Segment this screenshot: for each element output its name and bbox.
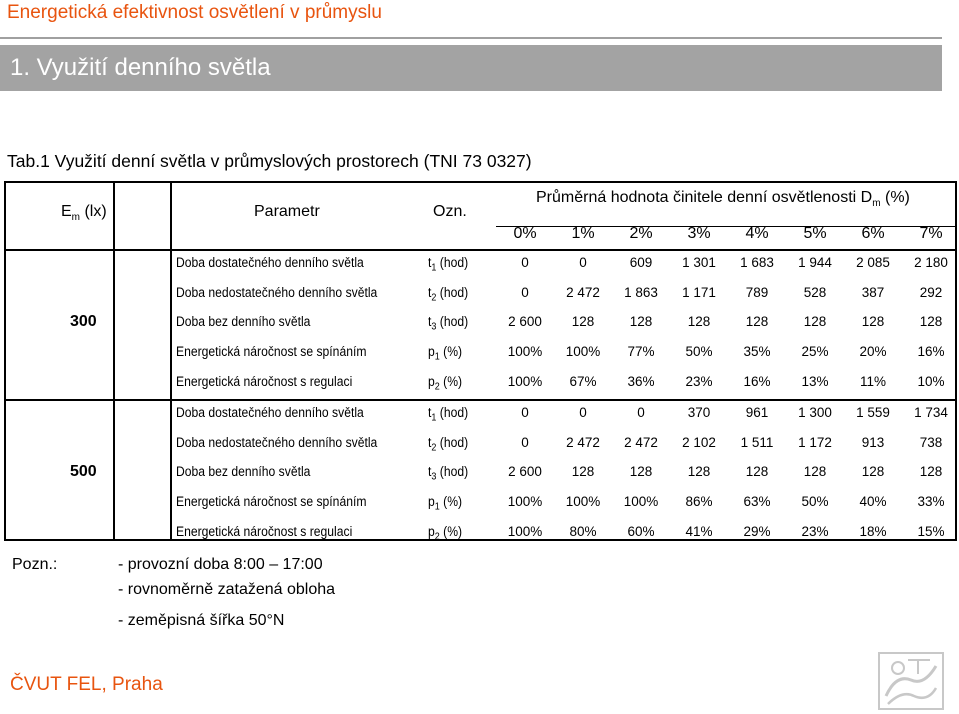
section-bar: 1. Využití denního světla [0,45,942,91]
row-parameter: Doba bez denního světla [176,464,311,480]
header-pct-col: 3% [687,225,711,242]
table-cell: 128 [745,464,769,480]
row-symbol: $t_2$ (hod) [428,284,469,304]
header-pct-col: 7% [919,225,943,242]
table-cell: 128 [861,314,885,330]
table-cell: 1 172 [798,434,832,450]
table-cell: 23% [685,373,713,389]
row-symbol: $t_3$ (hod) [428,314,469,334]
table-cell: 16% [917,344,945,360]
row-parameter: Doba bez denního světla [176,314,311,330]
table-cell: 77% [627,344,655,360]
table-cell: 2 085 [856,255,890,270]
row-symbol: $t_1$ (hod) [428,255,469,274]
table-cell: 15% [917,523,945,539]
table-cell: 128 [803,464,827,480]
table-cell: 387 [861,284,885,300]
table-cell: 16% [743,373,771,389]
row-symbol: $t_1$ (hod) [428,405,469,424]
row-parameter: Energetická náročnost se spínáním [176,344,367,360]
header-parametr: Parametr [254,203,320,220]
table-cell: 2 600 [508,314,542,330]
data-table [4,181,957,541]
table-cell: 60% [627,523,655,539]
table-cell: 128 [571,314,595,330]
em-value: 500 [70,463,97,480]
note-item: - zeměpisná šířka 50°N [118,612,285,629]
table-cell: 1 559 [856,405,890,420]
table-cell: 86% [685,494,713,510]
table-cell: 67% [569,373,597,389]
notes-label: Pozn.: [12,556,58,573]
table-cell: 1 944 [798,255,832,270]
row-parameter: Energetická náročnost se spínáním [176,494,367,510]
table-cell: 0 [521,284,529,300]
table-cell: 128 [745,314,769,330]
table-cell: 29% [743,523,771,539]
table-cell: 100% [565,344,601,360]
table-cell: 292 [919,284,943,300]
table-cell: 0 [579,405,587,420]
row-parameter: Doba dostatečného denního světla [176,405,364,420]
row-parameter: Energetická náročnost s regulaci [176,373,353,389]
table-cell: 2 472 [566,434,600,450]
table-cell: 961 [745,405,769,420]
table-cell: 2 472 [624,434,658,450]
table-cell: 33% [917,494,945,510]
row-parameter: Energetická náročnost s regulaci [176,523,353,539]
table-cell: 128 [687,314,711,330]
table-cell: 36% [627,373,655,389]
row-parameter: Doba nedostatečného denního světla [176,284,378,300]
table-cell: 1 511 [740,434,774,450]
row-symbol: $t_3$ (hod) [428,464,469,484]
table-cell: 0 [521,434,529,450]
header-pct-col: 1% [571,225,595,242]
table-cell: 913 [861,434,885,450]
header-pct-col: 4% [745,225,769,242]
table-cell: 0 [637,405,645,420]
table-cell: 13% [801,373,829,389]
table-cell: 128 [629,314,653,330]
table-cell: 789 [745,284,769,300]
note-item: - rovnoměrně zatažená obloha [118,581,336,598]
table-cell: 528 [803,284,827,300]
row-symbol: $p_2$ (%) [428,373,463,393]
table-cell: 0 [521,255,529,270]
table-cell: 609 [629,255,653,270]
table-cell: 0 [579,255,587,270]
table-cell: 128 [629,464,653,480]
table-title: Tab.1 Využití denní světla v průmyslových prostorech (TNI 73 0327) [7,151,532,171]
table-cell: 100% [507,523,543,539]
table-cell: 11% [859,373,887,389]
em-value: 300 [70,313,97,330]
table-cell: 738 [919,434,943,450]
table-cell: 128 [803,314,827,330]
table-cell: 41% [685,523,713,539]
header-pct-col: 5% [803,225,827,242]
row-parameter: Doba nedostatečného denního světla [176,434,378,450]
table-cell: 1 683 [740,255,774,270]
row-symbol: $p_1$ (%) [428,494,463,513]
table-cell: 1 300 [798,405,832,420]
table-cell: 2 102 [682,434,716,450]
table-cell: 1 301 [682,255,716,270]
footer-text: ČVUT FEL, Praha [10,674,163,695]
table-cell: 128 [919,314,943,330]
table-cell: 23% [801,523,829,539]
table-cell: 20% [859,344,887,360]
header-em: $E_m$ (lx) [61,203,107,224]
table-cell: 50% [801,494,829,510]
row-symbol: $p_2$ (%) [428,523,463,543]
table-cell: 128 [687,464,711,480]
table-cell: 1 734 [914,405,948,420]
table-cell: 100% [507,494,543,510]
row-symbol: $t_2$ (hod) [428,434,469,454]
table-cell: 100% [623,494,659,510]
table-cell: 2 600 [508,464,542,480]
header-pct-col: 0% [513,225,537,242]
header-pct-col: 6% [861,225,885,242]
table-cell: 35% [743,344,771,360]
table-cell: 1 863 [624,284,658,300]
table-cell: 1 171 [682,284,716,300]
table-cell: 100% [507,373,543,389]
table-cell: 10% [917,373,945,389]
table-cell: 63% [743,494,771,510]
header-pct-col: 2% [629,225,653,242]
header-group: Průměrná hodnota činitele denní osvětlenosti $D_m$ (%) [536,189,910,210]
row-parameter: Doba dostatečného denního světla [176,255,364,270]
table-cell: 2 472 [566,284,600,300]
table-cell: 2 180 [914,255,948,270]
title-divider [0,37,942,39]
note-item: - provozní doba 8:00 – 17:00 [118,556,323,573]
table-cell: 100% [507,344,543,360]
table-cell: 128 [861,464,885,480]
header-ozn: Ozn. [433,203,467,220]
table-cell: 370 [687,405,711,420]
header-title: Energetická efektivnost osvětlení v průmyslu [7,2,382,23]
row-symbol: $p_1$ (%) [428,344,463,363]
table-cell: 50% [685,344,713,360]
table-cell: 40% [859,494,887,510]
table-cell: 128 [919,464,943,480]
table-cell: 25% [801,344,829,360]
table-cell: 128 [571,464,595,480]
university-logo [878,652,944,710]
table-cell: 80% [569,523,597,539]
table-cell: 0 [521,405,529,420]
table-cell: 18% [859,523,887,539]
table-cell: 100% [565,494,601,510]
